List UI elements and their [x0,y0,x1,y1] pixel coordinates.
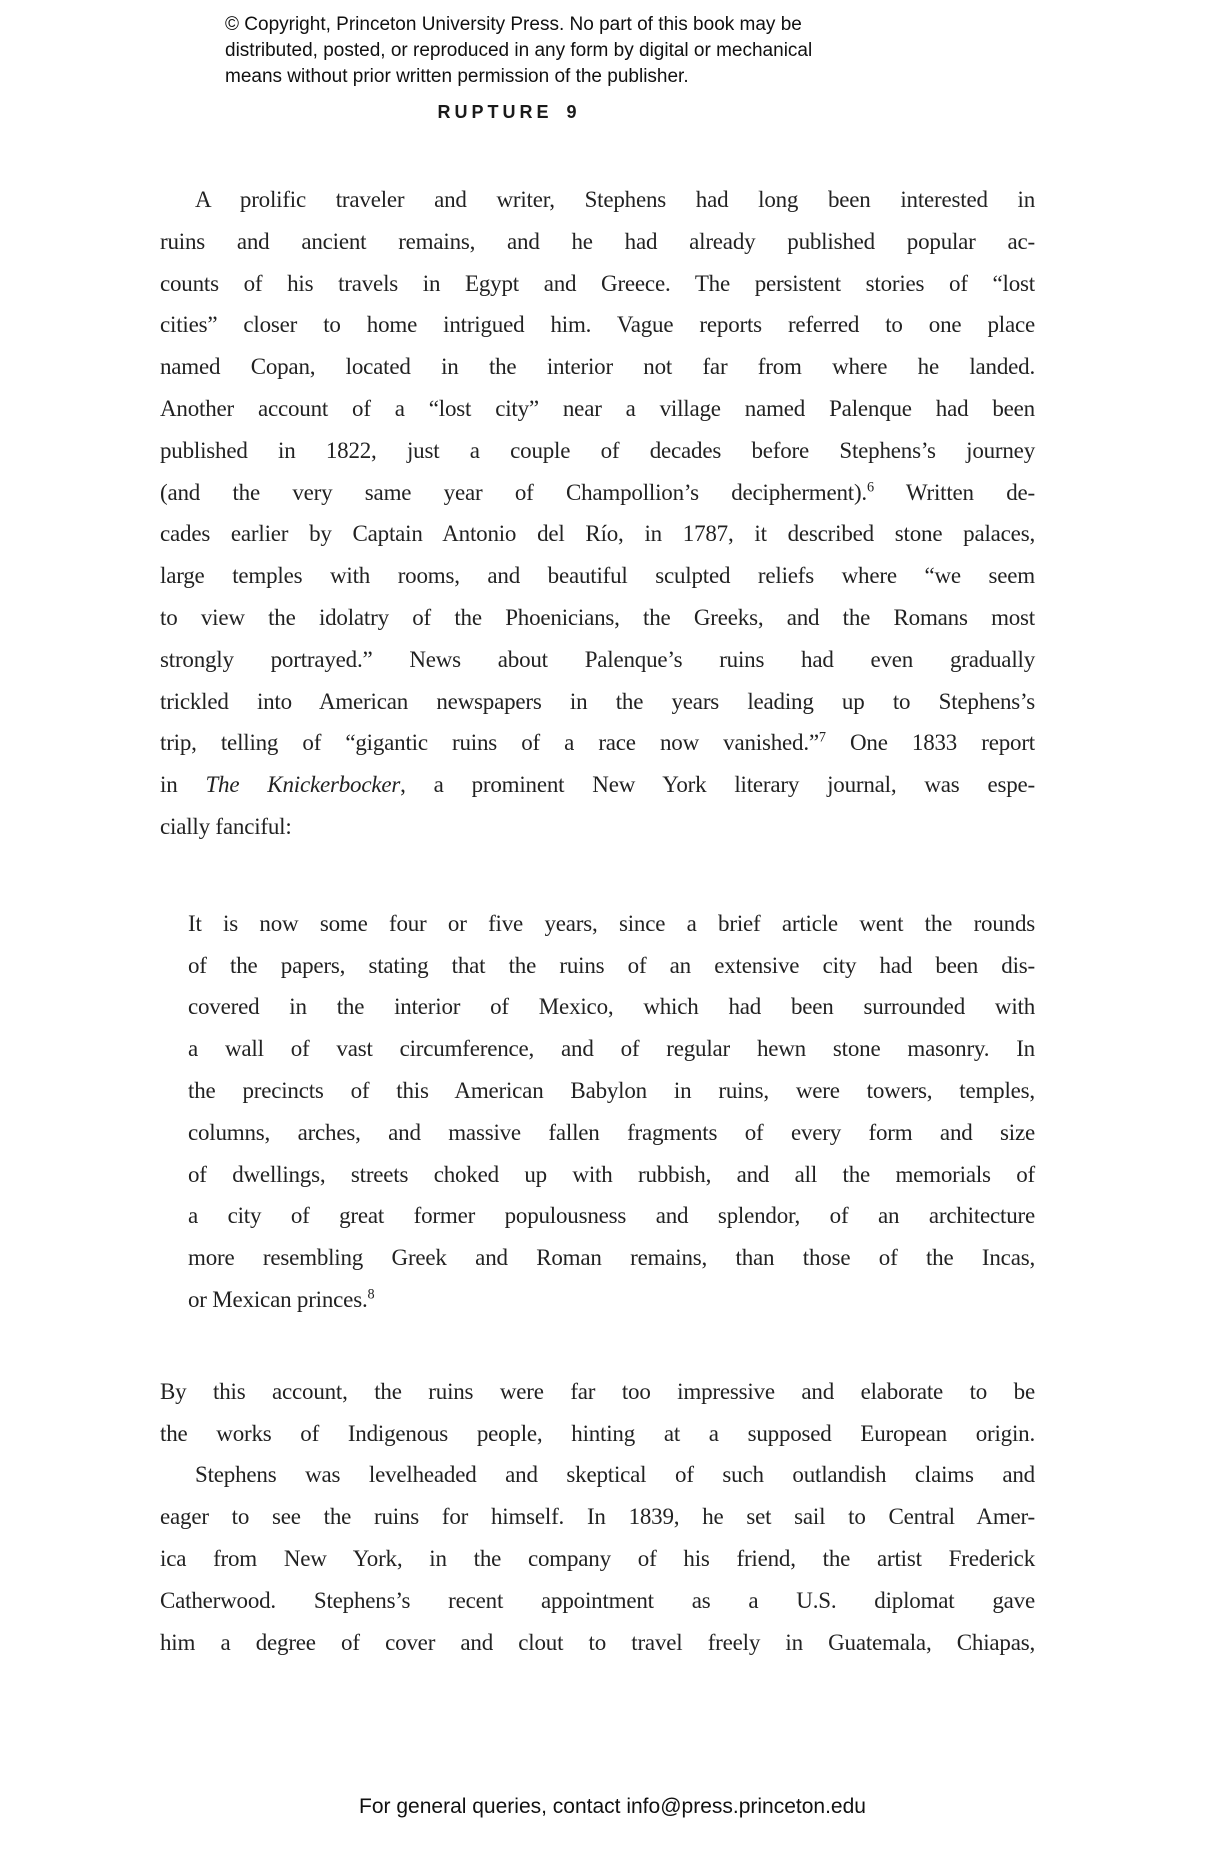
text-line: him a degree of cover and clout to travel freely in Guatemala, Chiapas, [160,1629,1035,1655]
text-line: ica from New York, in the company of his friend, the artist Frederick [160,1545,1035,1571]
text-line: counts of his travels in Egypt and Greece. The persistent stories of “lost [160,270,1035,296]
text-line: Stephens was levelheaded and skeptical of such outlandish claims and [195,1462,1035,1488]
text-line: It is now some four or five years, since a brief article went the rounds [188,910,1035,936]
footer-query-note: For general queries, contact info@press.princeton.edu [359,1795,866,1819]
text-line: a city of great former populousness and splendor, of an architecture [188,1203,1035,1229]
text-line: © Copyright, Princeton University Press. No part of this book may be [225,14,802,35]
text-line: A prolific traveler and writer, Stephens had long been interested in [195,187,1035,212]
text-line: the precincts of this American Babylon in ruins, were towers, temples, [188,1077,1035,1103]
copyright-notice [225,12,1225,90]
body-paragraph-2 [160,1371,1035,1455]
text-line: means without prior written permission of the publisher. [225,66,689,87]
body-paragraph-1 [160,179,1035,848]
text-line: distributed, posted, or reproduced in any form by digital or mechanical [225,40,813,61]
text-line: covered in the interior of Mexico, which had been surrounded with [188,994,1035,1020]
text-line: trickled into American newspapers in the years leading up to Stephens’s [160,688,1035,714]
text-line: columns, arches, and massive fallen fragments of every form and size [188,1119,1035,1145]
text-line: a wall of vast circumference, and of regular hewn stone masonry. In [188,1036,1035,1062]
chapter-title: RUPTURE [437,102,553,122]
body-text-column [160,179,1035,1663]
text-line: of dwellings, streets choked up with rubbish, and all the memorials of [188,1161,1035,1187]
text-line: cities” closer to home intrigued him. Vague reports referred to one place [160,312,1035,338]
text-line: large temples with rooms, and beautiful sculpted reliefs where “we seem [160,563,1035,589]
text-line: or Mexican princes.$^8$ [188,1286,375,1312]
text-line: (and the very same year of Champollion’s decipherment).$^6$ Written de- [160,478,1035,505]
text-line: cially fanciful: [160,813,292,839]
page-number: 9 [566,102,578,122]
text-line: in The Knickerbocker, a prominent New York literary journal, was espe- [160,772,1036,798]
text-line: Catherwood. Stephens’s recent appointment as a U.S. diplomat gave [160,1587,1035,1613]
text-line: strongly portrayed.” News about Palenque’s ruins had even gradually [160,646,1035,672]
text-line: of the papers, stating that the ruins of an extensive city had been dis- [188,952,1035,978]
text-line: cades earlier by Captain Antonio del Río, in 1787, it described stone palaces, [160,521,1035,547]
text-line: the works of Indigenous people, hinting at a supposed European origin. [160,1420,1035,1446]
text-line: published in 1822, just a couple of decades before Stephens’s journey [160,437,1035,463]
text-line: By this account, the ruins were far too impressive and elaborate to be [160,1378,1035,1404]
body-paragraph-3 [160,1454,1035,1663]
text-line: ruins and ancient remains, and he had already published popular ac- [160,228,1035,254]
block-quote [188,903,1035,1321]
text-line: eager to see the ruins for himself. In 1839, he set sail to Central Amer- [160,1504,1035,1530]
text-line: to view the idolatry of the Phoenicians, the Greeks, and the Romans most [160,604,1035,630]
book-page [0,12,1225,1819]
running-head [0,102,1015,123]
text-line: trip, telling of “gigantic ruins of a race now vanished.”$^7$ One 1833 report [160,729,1035,756]
text-line: Another account of a “lost city” near a village named Palenque had been [160,395,1035,421]
text-line: more resembling Greek and Roman remains, than those of the Incas, [188,1245,1035,1271]
text-line: named Copan, located in the interior not far from where he landed. [160,354,1035,380]
